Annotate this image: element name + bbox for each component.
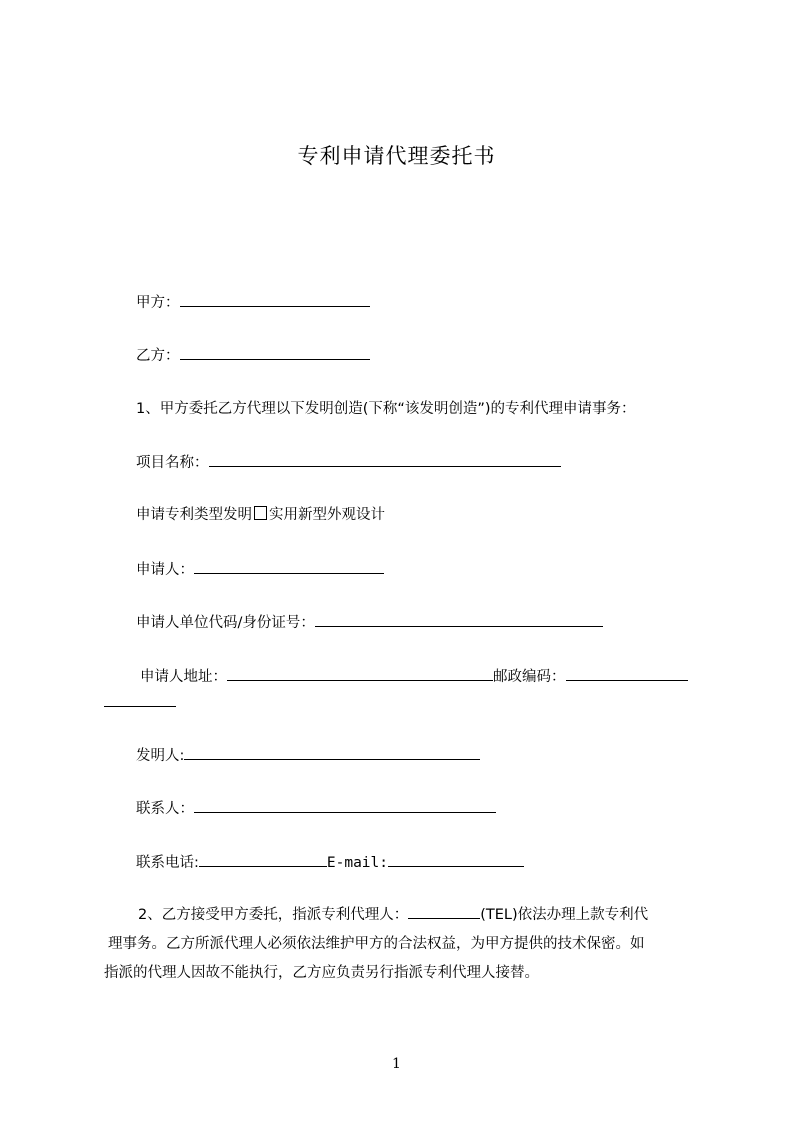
applicant-code-label: 申请人单位代码/身份证号： bbox=[136, 615, 315, 631]
applicant-code-line bbox=[136, 612, 603, 633]
party-b-label: 乙方： bbox=[136, 348, 180, 364]
postal-code-blank-wrap[interactable] bbox=[104, 692, 176, 707]
contact-person-blank[interactable] bbox=[194, 798, 496, 813]
applicant-code-blank[interactable] bbox=[315, 612, 603, 627]
applicant-label: 申请人： bbox=[136, 562, 194, 578]
clause-1: 1、甲方委托乙方代理以下发明创造(下称“该发明创造”)的专利代理申请事务： bbox=[136, 401, 636, 417]
contact-person-line bbox=[136, 798, 496, 819]
clause-2-text-b: (TEL)依法办理上款专利代 bbox=[480, 907, 649, 923]
patent-type-prefix: 申请专利类型发明 bbox=[136, 507, 252, 523]
contact-phone-blank[interactable] bbox=[199, 852, 327, 867]
email-label: E-mail: bbox=[326, 855, 388, 871]
applicant-address-label: 申请人地址： bbox=[140, 669, 227, 685]
clause-2-line-1 bbox=[104, 901, 704, 930]
agent-name-blank[interactable] bbox=[408, 904, 480, 919]
inventor-blank[interactable] bbox=[184, 745, 480, 760]
clause-2 bbox=[104, 901, 704, 988]
contact-phone-label: 联系电话: bbox=[136, 855, 199, 871]
clause-2-text-a: 2、乙方接受甲方委托，指派专利代理人： bbox=[138, 907, 409, 923]
patent-type-line bbox=[136, 505, 385, 525]
party-b-line bbox=[136, 345, 370, 366]
invention-checkbox[interactable] bbox=[254, 506, 267, 520]
applicant-blank[interactable] bbox=[194, 559, 384, 574]
patent-type-suffix: 实用新型外观设计 bbox=[269, 507, 385, 523]
applicant-address-line bbox=[140, 666, 688, 687]
page-number: 1 bbox=[392, 1056, 401, 1072]
project-name-line bbox=[136, 452, 561, 473]
postal-code-blank[interactable] bbox=[566, 666, 688, 681]
email-blank[interactable] bbox=[388, 852, 524, 867]
clause-2-line-3: 指派的代理人因故不能执行，乙方应负责另行指派专利代理人接替。 bbox=[104, 965, 539, 981]
project-name-label: 项目名称： bbox=[136, 455, 209, 471]
party-a-label: 甲方： bbox=[136, 295, 180, 311]
applicant-line bbox=[136, 559, 384, 580]
document-title: 专利申请代理委托书 bbox=[297, 144, 496, 168]
party-b-blank[interactable] bbox=[180, 345, 370, 360]
postal-code-label: 邮政编码： bbox=[493, 669, 566, 685]
postal-code-continuation bbox=[104, 692, 176, 713]
inventor-label: 发明人: bbox=[136, 748, 185, 764]
party-a-line bbox=[136, 292, 370, 313]
clause-2-line-2: 理事务。乙方所派代理人必须依法维护甲方的合法权益，为甲方提供的技术保密。如 bbox=[108, 936, 645, 952]
party-a-blank[interactable] bbox=[180, 292, 370, 307]
contact-phone-line bbox=[136, 852, 524, 873]
contact-person-label: 联系人： bbox=[136, 801, 194, 817]
inventor-line bbox=[136, 745, 480, 766]
applicant-address-blank[interactable] bbox=[227, 666, 493, 681]
project-name-blank[interactable] bbox=[209, 452, 561, 467]
